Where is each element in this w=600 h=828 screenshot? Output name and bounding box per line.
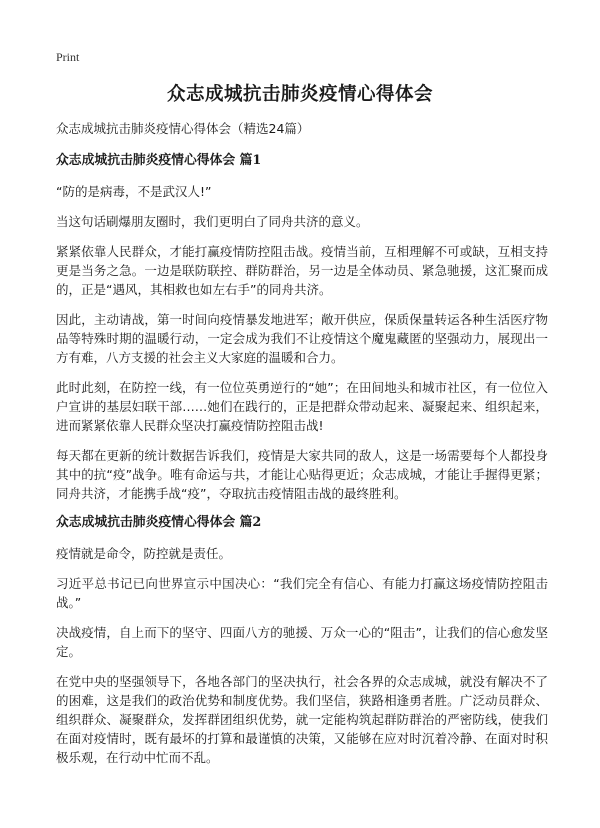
paragraph: 在党中央的坚强领导下，各地各部门的坚决执行，社会各界的众志成城，就没有解决不了的困难，这是我们的政治优势和制度优势。我们坚信，狭路相逢勇者胜。广泛动员群众、组织群众、凝聚群众，发挥群团组织优势，就一定能构筑起群防群治的严密防线，使我们在面对疫情时，既有最坏的打算和最谨慎的决策，又能够在应对时沉着冷静、在面对时积极乐观，在行动中忙而不乱。 [56, 674, 548, 765]
paragraph: 习近平总书记已向世界宣示中国决心：“我们完全有信心、有能力打赢这场疫情防控阻击战。” [56, 576, 548, 610]
paragraph: 疫情就是命令，防控就是责任。 [56, 546, 232, 561]
paragraph: 紧紧依靠人民群众，才能打赢疫情防控阻击战。疫情当前，互相理解不可或缺，互相支持更是当务之急。一边是联防联控、群防群治，另一边是全体动员、紧急驰援，这汇聚而成的，正是“遇风，其相救也如左右手”的同舟共济。 [56, 244, 548, 297]
page-title: 众志成城抗击肺炎疫情心得体会 [166, 84, 433, 105]
paragraph: 此时此刻，在防控一线，有一位位英勇逆行的“她”；在田间地头和城市社区，有一位位入户宣讲的基层妇联干部……她们在践行的，正是把群众带动起来、凝聚起来、组织起来，进而紧紧依靠人民群众坚决打赢疫情防控阻击战! [56, 380, 548, 433]
paragraph: 决战疫情，自上而下的坚守、四面八方的驰援、万众一心的“阻击”，让我们的信心愈发坚定。 [56, 625, 548, 659]
document-body [56, 120, 548, 778]
paragraph: “防的是病毒，不是武汉人!” [56, 184, 212, 199]
print-link[interactable]: Print [56, 50, 80, 64]
section-1 [56, 152, 548, 503]
paragraph: 当这句话刷爆朋友圈时，我们更明白了同舟共济的意义。 [56, 214, 369, 229]
section-2 [56, 514, 548, 767]
section-heading: 众志成城抗击肺炎疫情心得体会 篇1 [56, 153, 262, 168]
paragraph: 每天都在更新的统计数据告诉我们，疫情是大家共同的敌人，这是一场需要每个人都投身其中的抗“疫”战争。唯有命运与共，才能让心贴得更近；众志成城，才能让手握得更紧；同舟共济，才能携手战“疫”，夺取抗击疫情阻击战的最终胜利。 [56, 448, 548, 501]
paragraph: 因此，主动请战，第一时间向疫情暴发地进军；敞开供应，保质保量转运各种生活医疗物品等特殊时期的温暖行动，一定会成为我们不让疫情这个魔鬼藏匿的坚强动力，展现出一方有难，八方支援的社会主义大家庭的温暖和合力。 [56, 312, 548, 365]
document-subtitle: 众志成城抗击肺炎疫情心得体会（精选24篇） [56, 121, 310, 136]
section-heading: 众志成城抗击肺炎疫情心得体会 篇2 [56, 515, 262, 530]
